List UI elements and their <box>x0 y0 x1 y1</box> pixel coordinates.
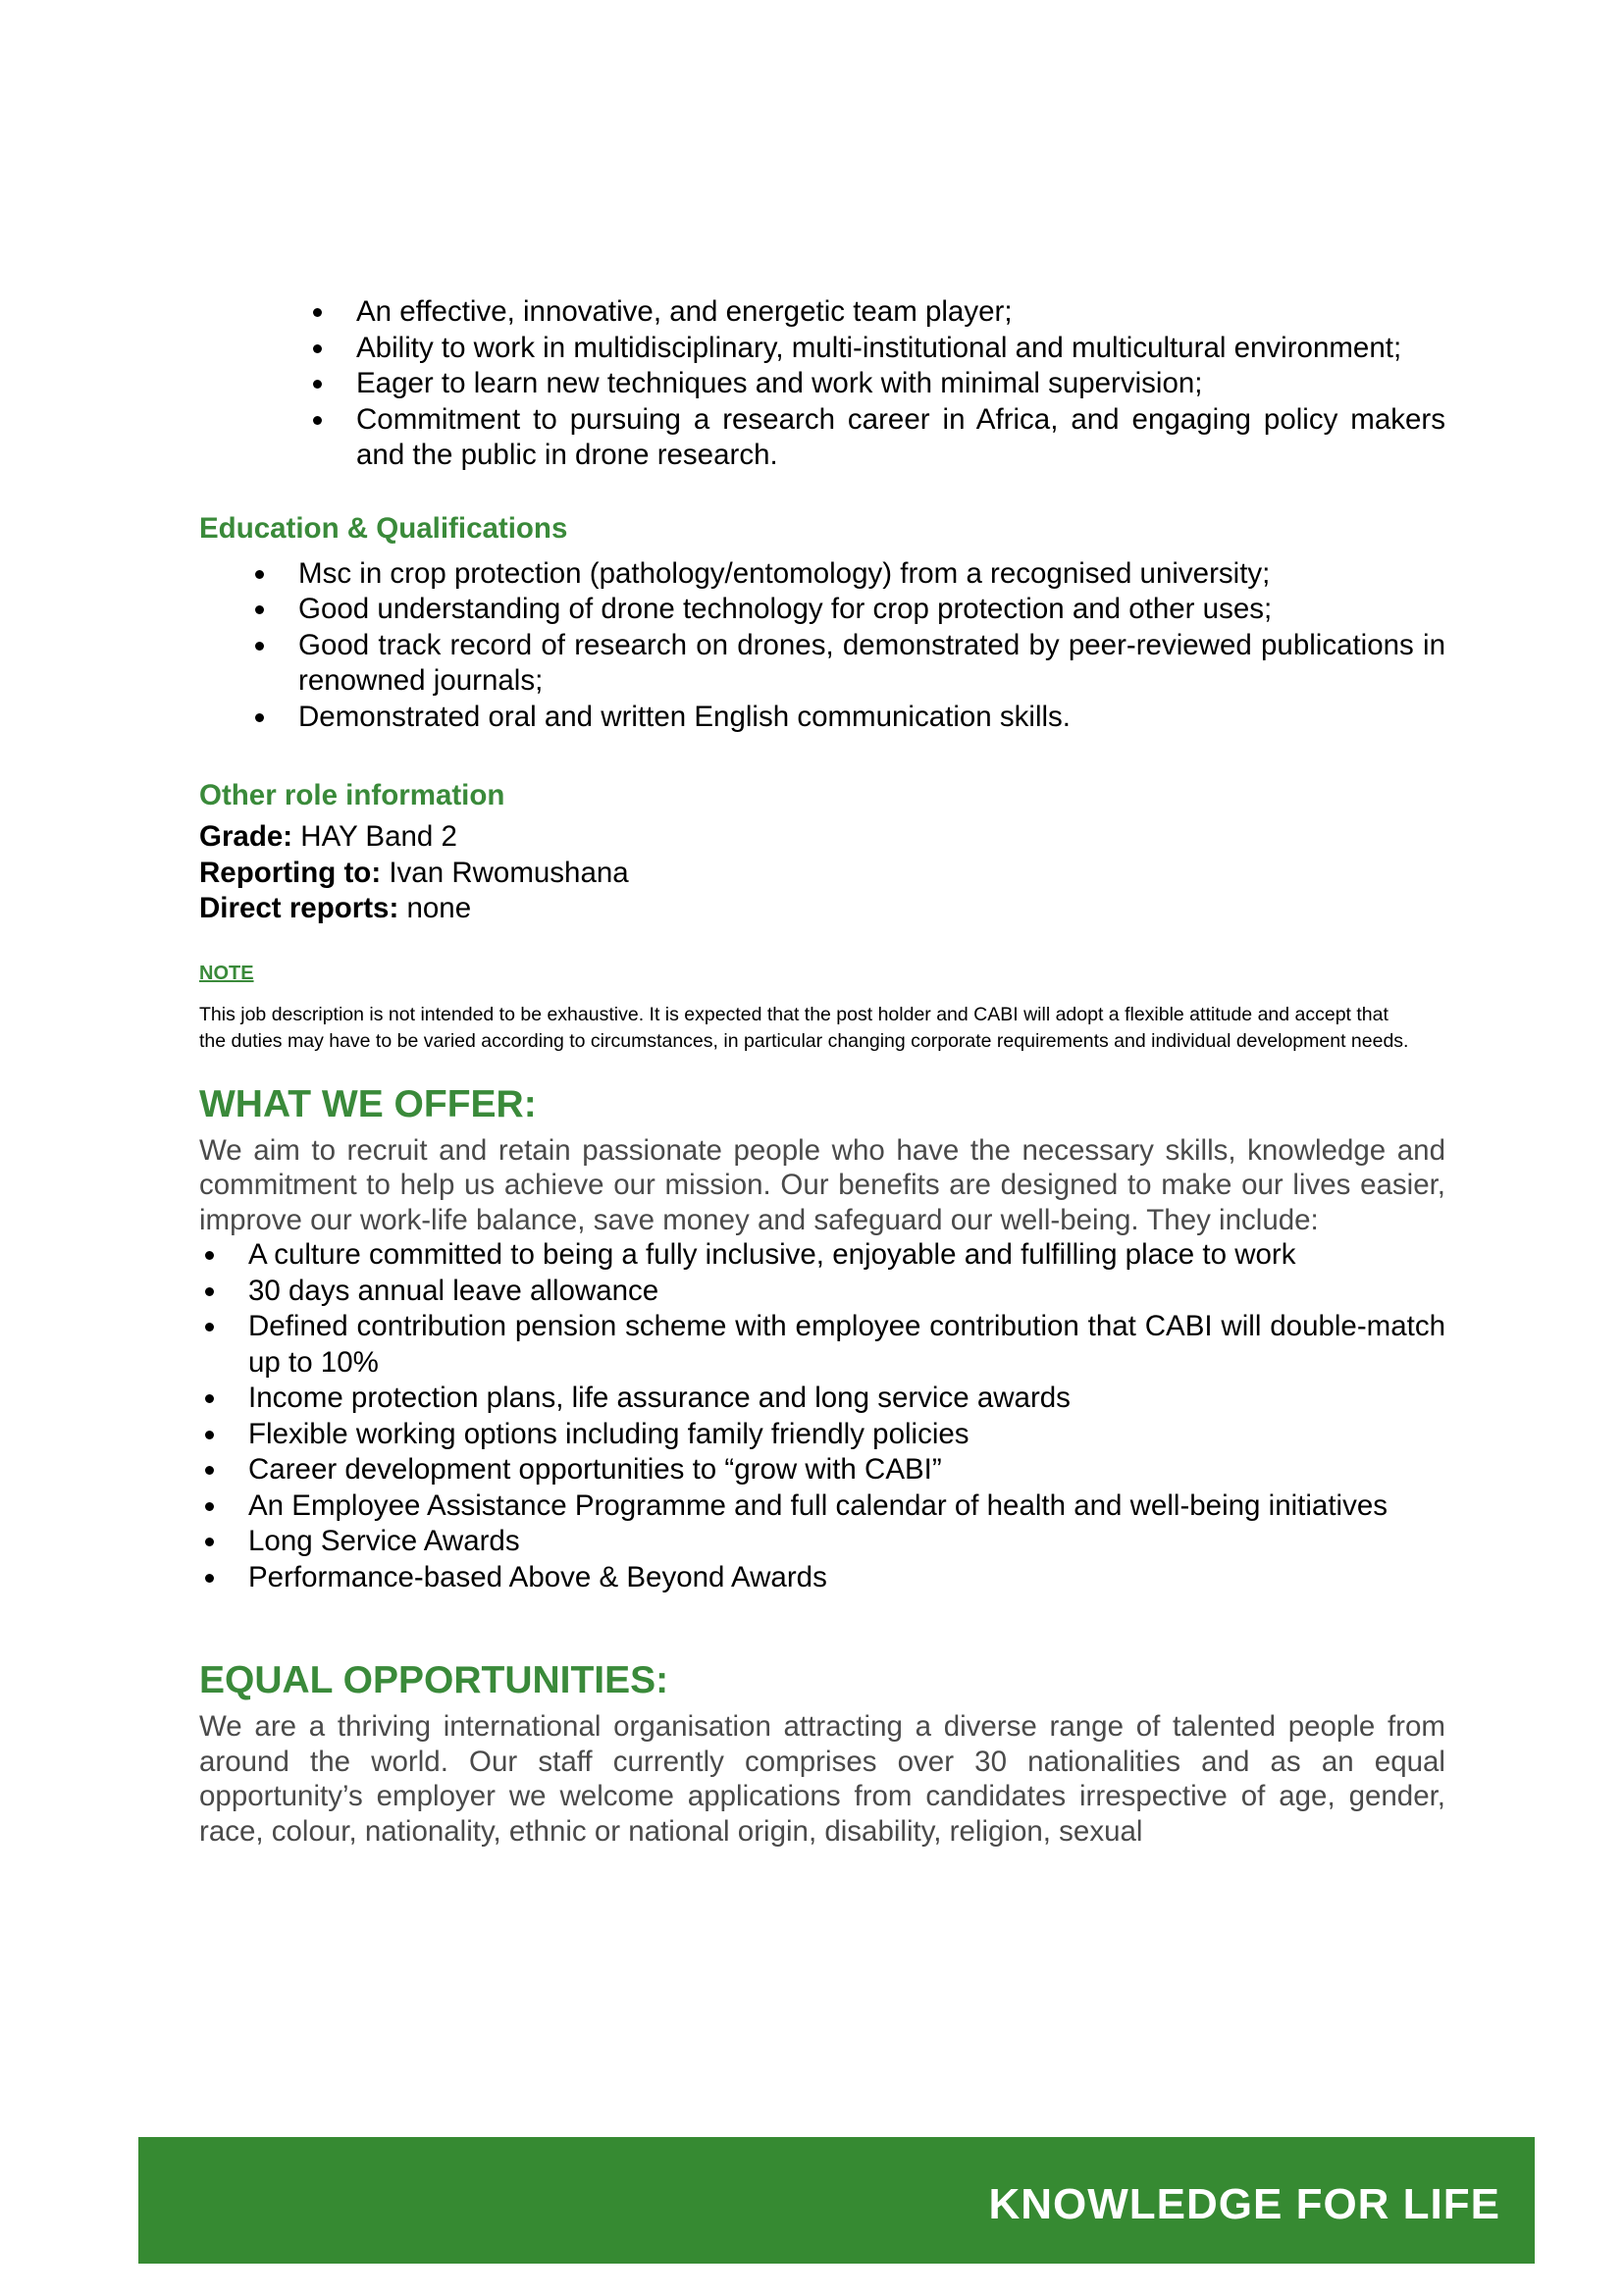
reporting-value: Ivan Rwomushana <box>389 856 629 889</box>
list-item: Performance-based Above & Beyond Awards <box>248 1560 1445 1596</box>
equal-opportunities-text: We are a thriving international organisation attracting a diverse range of talented people from around the world. Our staff currently comprises over 30 nationalities and as an equal opportunity’s employer we welcome applications from candidates irrespective of age, gender, race, colour, nationality, ethnic or national origin, disability, religion, sexual <box>199 1710 1445 1848</box>
reporting-line <box>199 856 1445 892</box>
list-item: Demonstrated oral and written English communication skills. <box>298 700 1445 736</box>
list-item: 30 days annual leave allowance <box>248 1274 1445 1310</box>
grade-label: Grade: <box>199 820 293 853</box>
grade-line <box>199 819 1445 856</box>
note-text: This job description is not intended to be exhaustive. It is expected that the post holder and CABI will adopt a flexible attitude and accept that the duties may have to be varied according to circumstances, in particular changing corporate requirements and individual development needs. <box>199 1003 1409 1052</box>
list-item: Long Service Awards <box>248 1524 1445 1560</box>
footer-banner <box>138 2137 1535 2264</box>
role-info-block <box>199 819 1445 927</box>
list-item: Msc in crop protection (pathology/entomology) from a recognised university; <box>298 556 1445 593</box>
list-item: Career development opportunities to “grow with CABI” <box>248 1452 1445 1488</box>
equal-opportunities-heading: EQUAL OPPORTUNITIES: <box>199 1659 669 1701</box>
reporting-label: Reporting to: <box>199 856 382 889</box>
list-item: An effective, innovative, and energetic team player; <box>356 294 1445 331</box>
list-item: Flexible working options including family friendly policies <box>248 1417 1445 1453</box>
list-item: Commitment to pursuing a research career in Africa, and engaging policy makers and the public in drone research. <box>356 402 1445 474</box>
education-heading: Education & Qualifications <box>199 511 568 545</box>
list-item: Good track record of research on drones, demonstrated by peer-reviewed publications in renowned journals; <box>298 628 1445 700</box>
what-we-offer-heading: WHAT WE OFFER: <box>199 1082 537 1125</box>
benefits-list <box>248 1237 1445 1595</box>
education-list <box>298 556 1445 736</box>
list-item: Good understanding of drone technology for crop protection and other uses; <box>298 592 1445 628</box>
offer-intro: We aim to recruit and retain passionate people who have the necessary skills, knowledge and commitment to help us achieve our mission. Our benefits are designed to make our lives easier, improve our work-life balance, save money and safeguard our well-being. They include: <box>199 1133 1445 1236</box>
personal-attributes-list <box>356 294 1445 474</box>
list-item: Defined contribution pension scheme with employee contribution that CABI will double-match up to 10% <box>248 1309 1445 1381</box>
list-item: Eager to learn new techniques and work with minimal supervision; <box>356 366 1445 402</box>
footer-tagline: KNOWLEDGE FOR LIFE <box>988 2180 1500 2228</box>
note-label: NOTE <box>199 962 254 984</box>
grade-value: HAY Band 2 <box>300 820 457 853</box>
direct-reports-label: Direct reports: <box>199 892 399 924</box>
list-item: An Employee Assistance Programme and full calendar of health and well-being initiatives <box>248 1488 1445 1525</box>
list-item: Ability to work in multidisciplinary, multi-institutional and multicultural environment; <box>356 331 1445 367</box>
list-item: Income protection plans, life assurance and long service awards <box>248 1381 1445 1417</box>
other-role-heading: Other role information <box>199 779 505 811</box>
list-item: A culture committed to being a fully inclusive, enjoyable and fulfilling place to work <box>248 1237 1445 1274</box>
document-body <box>199 294 1445 1849</box>
direct-reports-value: none <box>406 892 472 924</box>
direct-reports-line <box>199 891 1445 927</box>
